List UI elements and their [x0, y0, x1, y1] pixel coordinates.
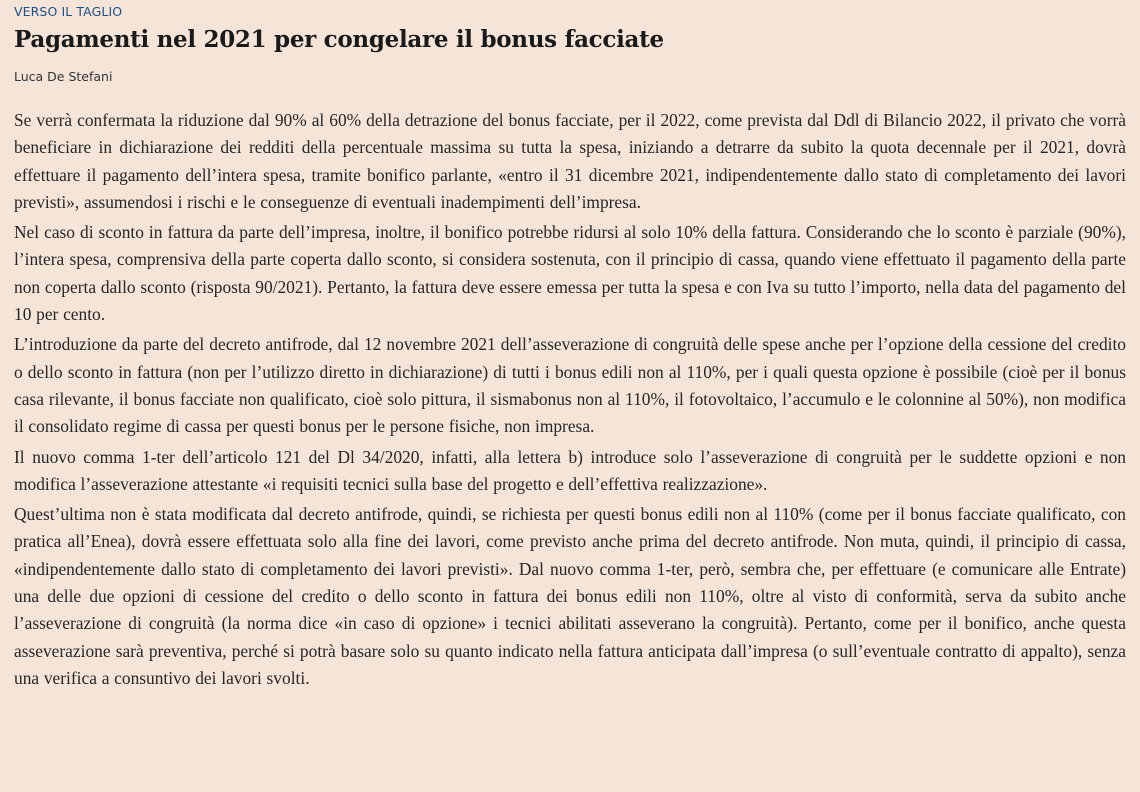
- article-paragraph: Nel caso di sconto in fattura da parte dell’impresa, inoltre, il bonifico potrebbe ridursi al solo 10% della fattura. Considerando che lo sconto è parziale (90%), l’intera spesa, comprensiva della parte coperta dallo sconto, si considera sostenuta, con il principio di cassa, quando viene effettuato il pagamento della parte non coperta dallo sconto (risposta 90/2021). Pertanto, la fattura deve essere emessa per tutta la spesa e con Iva su tutto l’importo, nella data del pagamento del 10 per cento.: [14, 222, 1126, 325]
- article-paragraph: Il nuovo comma 1-ter dell’articolo 121 del Dl 34/2020, infatti, alla lettera b) introduce solo l’asseverazione di congruità per le suddette opzioni e non modifica l’asseverazione attestante «i requisiti tecnici sulla base del progetto e dell’effettiva realizzazione».: [14, 446, 1126, 494]
- article-paragraph: Quest’ultima non è stata modificata dal decreto antifrode, quindi, se richiesta per questi bonus edili non al 110% (come per il bonus facciate qualificato, con pratica all’Enea), dovrà essere effettuata solo alla fine dei lavori, come previsto anche prima del decreto antifrode. Non muta, quindi, il principio di cassa, «indipendentemente dallo stato di completamento dei lavori previsti». Dal nuovo comma 1-ter, però, sembra che, per effettuare (e comunicare alle Entrate) una delle due opzioni di cessione del credito o dello sconto in fattura dei bonus edili non 110%, oltre al visto di conformità, serva da subito anche l’asseverazione di congruità (la norma dice «in caso di opzione» i tecnici abilitati asseverano la congruità). Pertanto, come per il bonifico, anche questa asseverazione sarà preventiva, perché si potrà basare solo su quanto indicato nella fattura anticipata dall’impresa (o sull’eventuale contratto di appalto), senza una verifica a consuntivo dei lavori svolti.: [14, 504, 1126, 688]
- article-body: [14, 107, 1126, 692]
- section-kicker: VERSO IL TAGLIO: [14, 4, 123, 19]
- article-headline: Pagamenti nel 2021 per congelare il bonus facciate: [14, 26, 664, 53]
- article-paragraph: Se verrà confermata la riduzione dal 90% al 60% della detrazione del bonus facciate, per il 2022, come prevista dal Ddl di Bilancio 2022, il privato che vorrà beneficiare in dichiarazione dei redditi della percentuale massima su tutta la spesa, iniziando a detrarre da subito la quota decennale per il 2021, dovrà effettuare il pagamento dell’intera spesa, tramite bonifico parlante, «entro il 31 dicembre 2021, indipendentemente dallo stato di completamento dei lavori previsti», assumendosi i rischi e le conseguenze di eventuali inadempimenti dell’impresa.: [14, 110, 1126, 212]
- article-paragraph: L’introduzione da parte del decreto antifrode, dal 12 novembre 2021 dell’asseverazione di congruità delle spese anche per l’opzione della cessione del credito o dello sconto in fattura (non per l’utilizzo diretto in dichiarazione) di tutti i bonus edili non al 110%, per i quali questa opzione è possibile (cioè per il bonus casa rilevante, il bonus facciate non qualificato, cioè solo pittura, il sismabonus non al 110%, il fotovoltaico, l’accumulo e le colonnine al 50%), non modifica il consolidato regime di cassa per questi bonus per le persone fisiche, non impresa.: [14, 334, 1126, 437]
- article-author: Luca De Stefani: [14, 69, 113, 84]
